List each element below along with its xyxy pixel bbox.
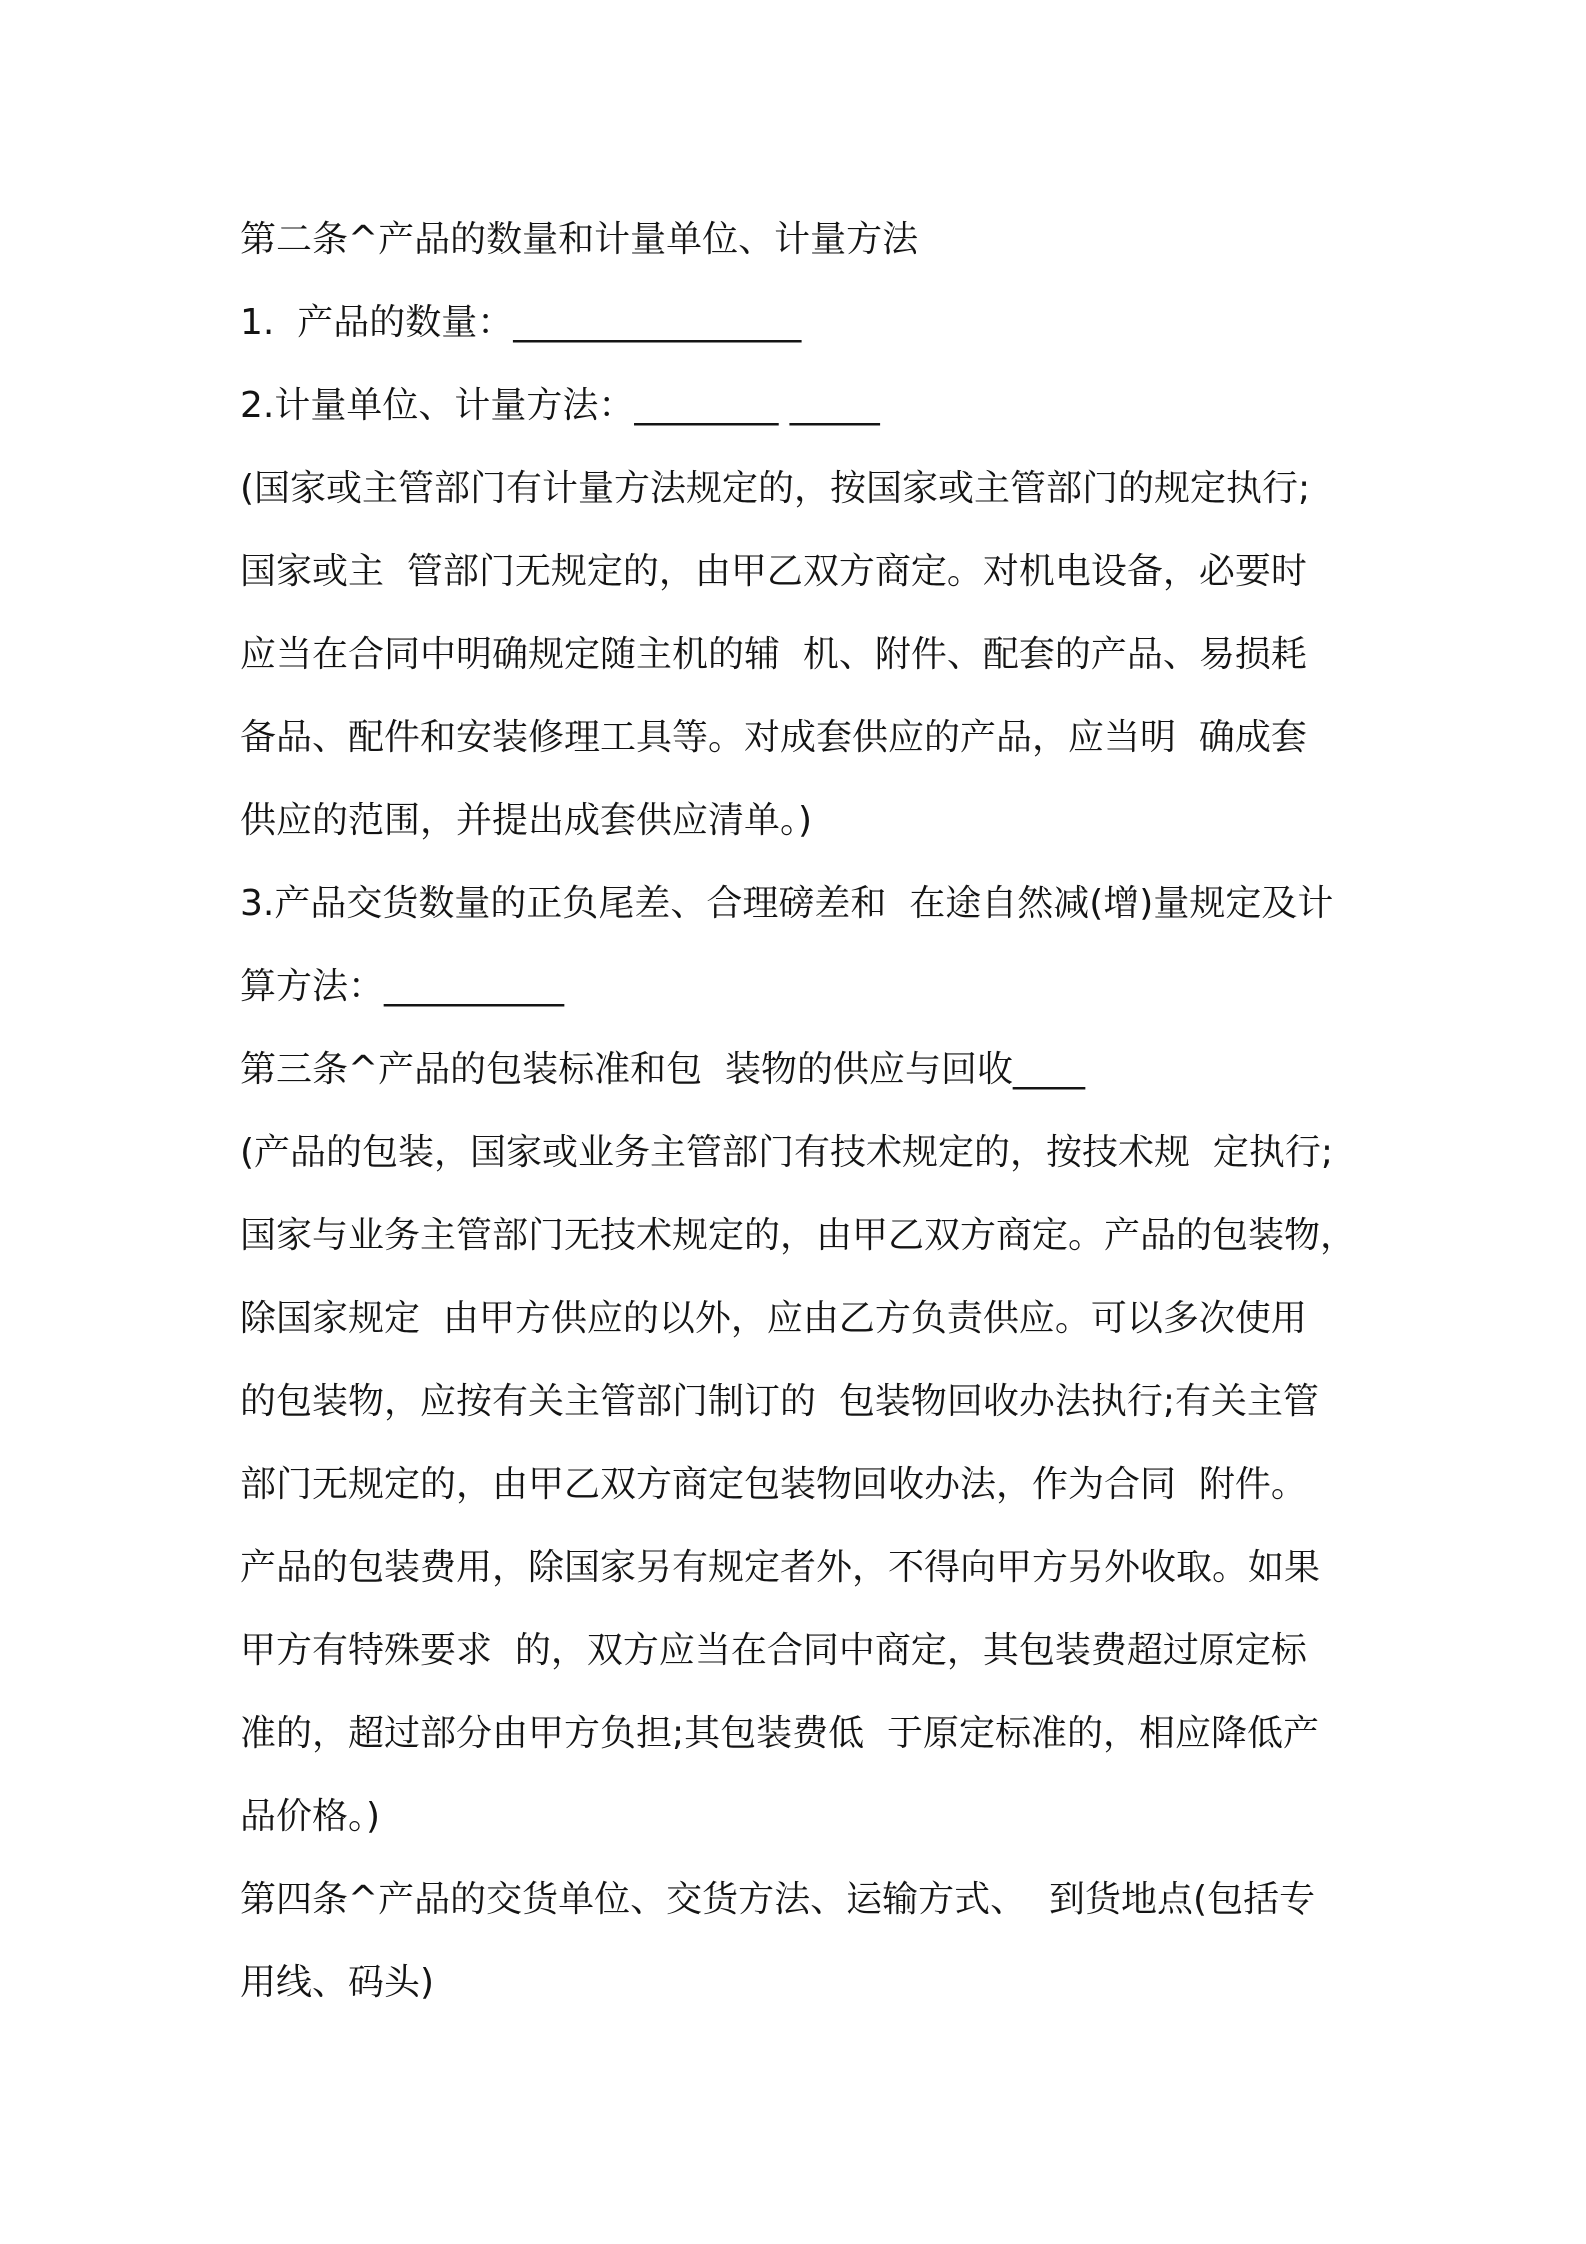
calculation-method-line: 算方法：__________ (240, 966, 565, 1007)
delivery-tolerance-line: 3.产品交货数量的正负尾差、合理磅差和 在途自然减(增)量规定及计 (240, 883, 1334, 924)
paragraph-line: (国家或主管部门有计量方法规定的，按国家或主管部门的规定执行; (240, 468, 1311, 509)
article-4-heading: 第四条^产品的交货单位、交货方法、运输方式、 到货地点(包括专 (240, 1879, 1316, 1920)
paragraph-line: 国家与业务主管部门无技术规定的，由甲乙双方商定。产品的包装物， (240, 1215, 1357, 1256)
article-2-heading: 第二条^产品的数量和计量单位、计量方法 (240, 219, 919, 260)
paragraph-line: 供应的范围，并提出成套供应清单。) (240, 800, 813, 841)
paragraph-line: 除国家规定 由甲方供应的以外，应由乙方负责供应。可以多次使用 (240, 1298, 1307, 1339)
article-3-heading: 第三条^产品的包装标准和包 装物的供应与回收____ (240, 1049, 1086, 1090)
paragraph-line: (产品的包装，国家或业务主管部门有技术规定的，按技术规 定执行; (240, 1132, 1334, 1173)
paragraph-line: 国家或主 管部门无规定的，由甲乙双方商定。对机电设备，必要时 (240, 551, 1307, 592)
paragraph-line: 准的，超过部分由甲方负担;其包装费低 于原定标准的，相应降低产 (240, 1713, 1320, 1754)
paragraph-line: 甲方有特殊要求 的，双方应当在合同中商定，其包装费超过原定标 (240, 1630, 1307, 1671)
paragraph-line: 的包装物，应按有关主管部门制订的 包装物回收办法执行;有关主管 (240, 1381, 1320, 1422)
article-4-heading-continued: 用线、码头) (240, 1962, 435, 2003)
product-quantity-line: 1. 产品的数量：________________ (240, 302, 802, 343)
paragraph-line: 部门无规定的，由甲乙双方商定包装物回收办法，作为合同 附件。 (240, 1464, 1307, 1505)
paragraph-line: 应当在合同中明确规定随主机的辅 机、附件、配套的产品、易损耗 (240, 634, 1307, 675)
paragraph-line: 产品的包装费用，除国家另有规定者外，不得向甲方另外收取。如果 (240, 1547, 1321, 1588)
document-body (240, 198, 1370, 2024)
paragraph-line: 品价格。) (240, 1796, 381, 1837)
paragraph-line: 备品、配件和安装修理工具等。对成套供应的产品，应当明 确成套 (240, 717, 1307, 758)
measurement-unit-line: 2.计量单位、计量方法：________ _____ (240, 385, 880, 426)
